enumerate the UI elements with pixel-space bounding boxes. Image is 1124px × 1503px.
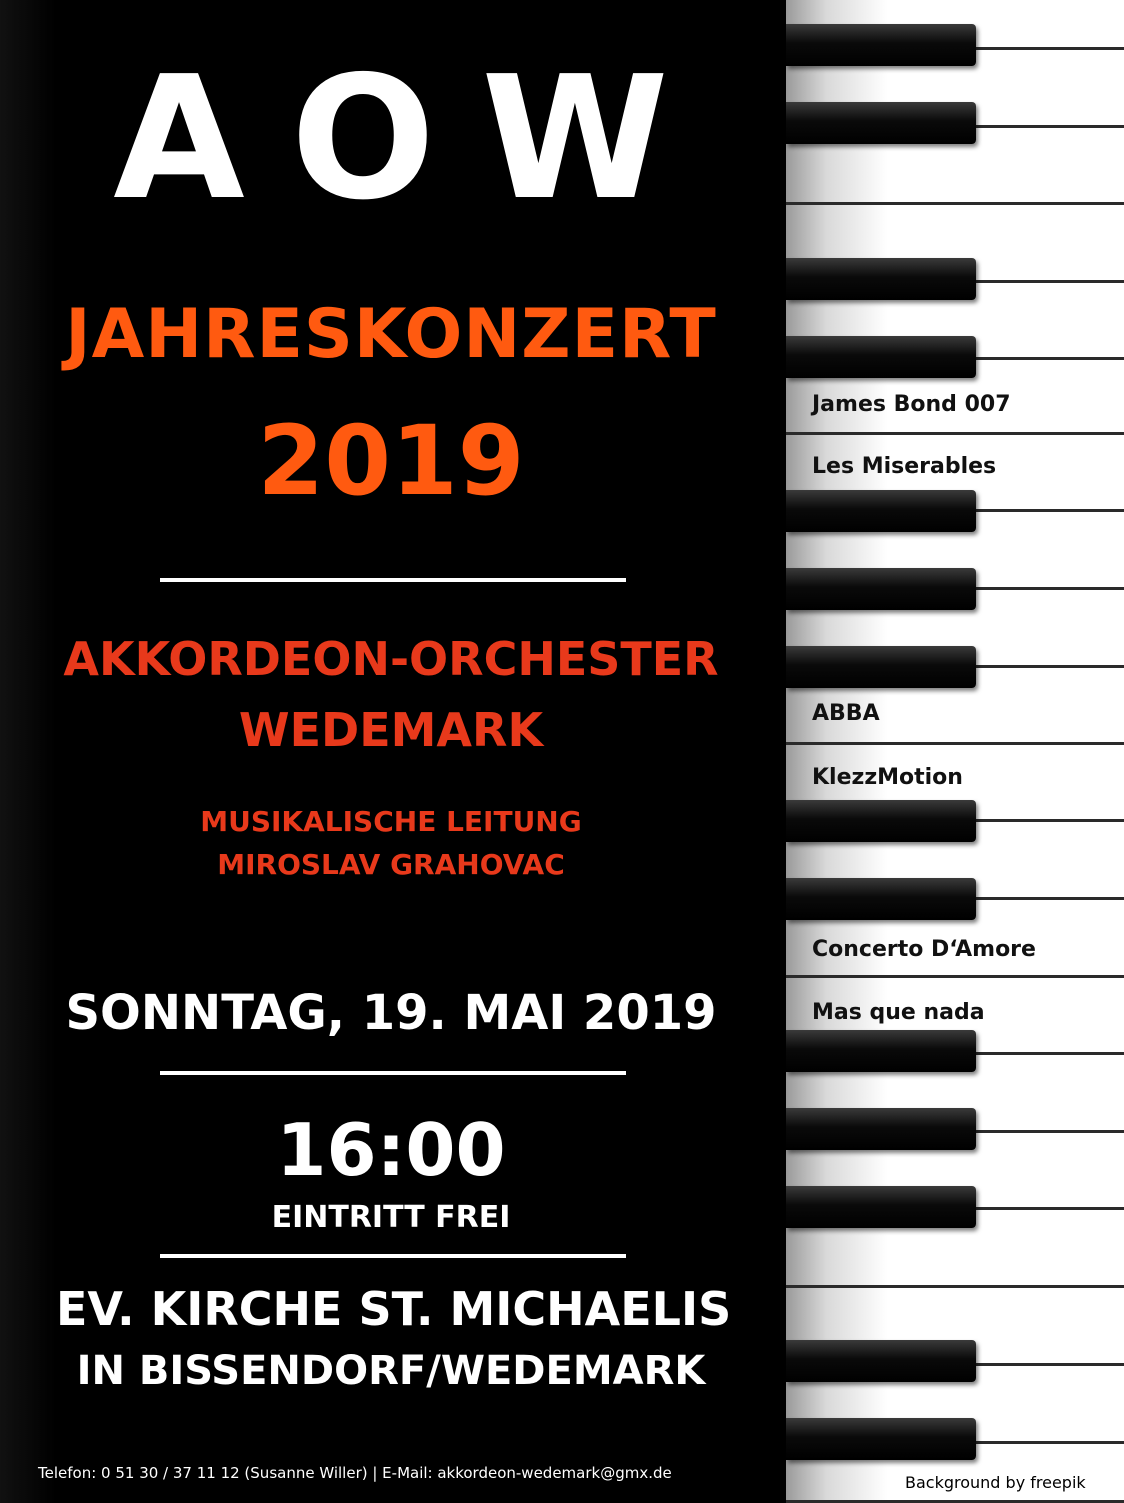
piano-keys-background xyxy=(786,0,1124,1503)
program-item: James Bond 007 xyxy=(812,392,1011,417)
orchestra-name-line-1: AKKORDEON-ORCHESTER xyxy=(63,632,719,686)
concert-time: 16:00 xyxy=(276,1108,506,1192)
piano-black-key xyxy=(786,336,976,378)
piano-black-key xyxy=(786,646,976,688)
venue-location: IN BISSENDORF/WEDEMARK xyxy=(76,1348,706,1394)
logo: AOW xyxy=(113,40,715,238)
piano-black-key xyxy=(786,102,976,144)
piano-black-key xyxy=(786,490,976,532)
concert-date: SONNTAG, 19. MAI 2019 xyxy=(65,985,717,1041)
piano-black-key xyxy=(786,1340,976,1382)
piano-black-key xyxy=(786,1418,976,1460)
divider xyxy=(160,1254,626,1258)
piano-black-key xyxy=(786,24,976,66)
piano-black-key xyxy=(786,258,976,300)
image-credit: Background by freepik xyxy=(905,1473,1086,1492)
piano-black-key xyxy=(786,1030,976,1072)
piano-black-key xyxy=(786,1186,976,1228)
leadership-label: MUSIKALISCHE LEITUNG xyxy=(200,805,582,838)
divider xyxy=(160,1071,626,1075)
concert-year: 2019 xyxy=(257,405,525,517)
divider xyxy=(160,578,626,582)
orchestra-name-line-2: WEDEMARK xyxy=(238,703,544,757)
admission-info: EINTRITT FREI xyxy=(271,1200,511,1235)
piano-black-key xyxy=(786,568,976,610)
venue-name: EV. KIRCHE ST. MICHAELIS xyxy=(56,1282,732,1336)
program-item: KlezzMotion xyxy=(812,765,963,790)
program-item: Les Miserables xyxy=(812,454,997,479)
conductor-name: MIROSLAV GRAHOVAC xyxy=(217,848,565,881)
piano-black-key xyxy=(786,878,976,920)
concert-title: JAHRESKONZERT xyxy=(65,295,717,374)
program-item: ABBA xyxy=(812,701,880,726)
piano-black-key xyxy=(786,1108,976,1150)
program-item: Mas que nada xyxy=(812,1000,985,1025)
panel-shade xyxy=(0,0,56,1503)
piano-black-key xyxy=(786,800,976,842)
program-item: Concerto D‘Amore xyxy=(812,937,1036,962)
contact-info: Telefon: 0 51 30 / 37 11 12 (Susanne Willer) | E-Mail: akkordeon-wedemark@gmx.de xyxy=(38,1464,672,1482)
